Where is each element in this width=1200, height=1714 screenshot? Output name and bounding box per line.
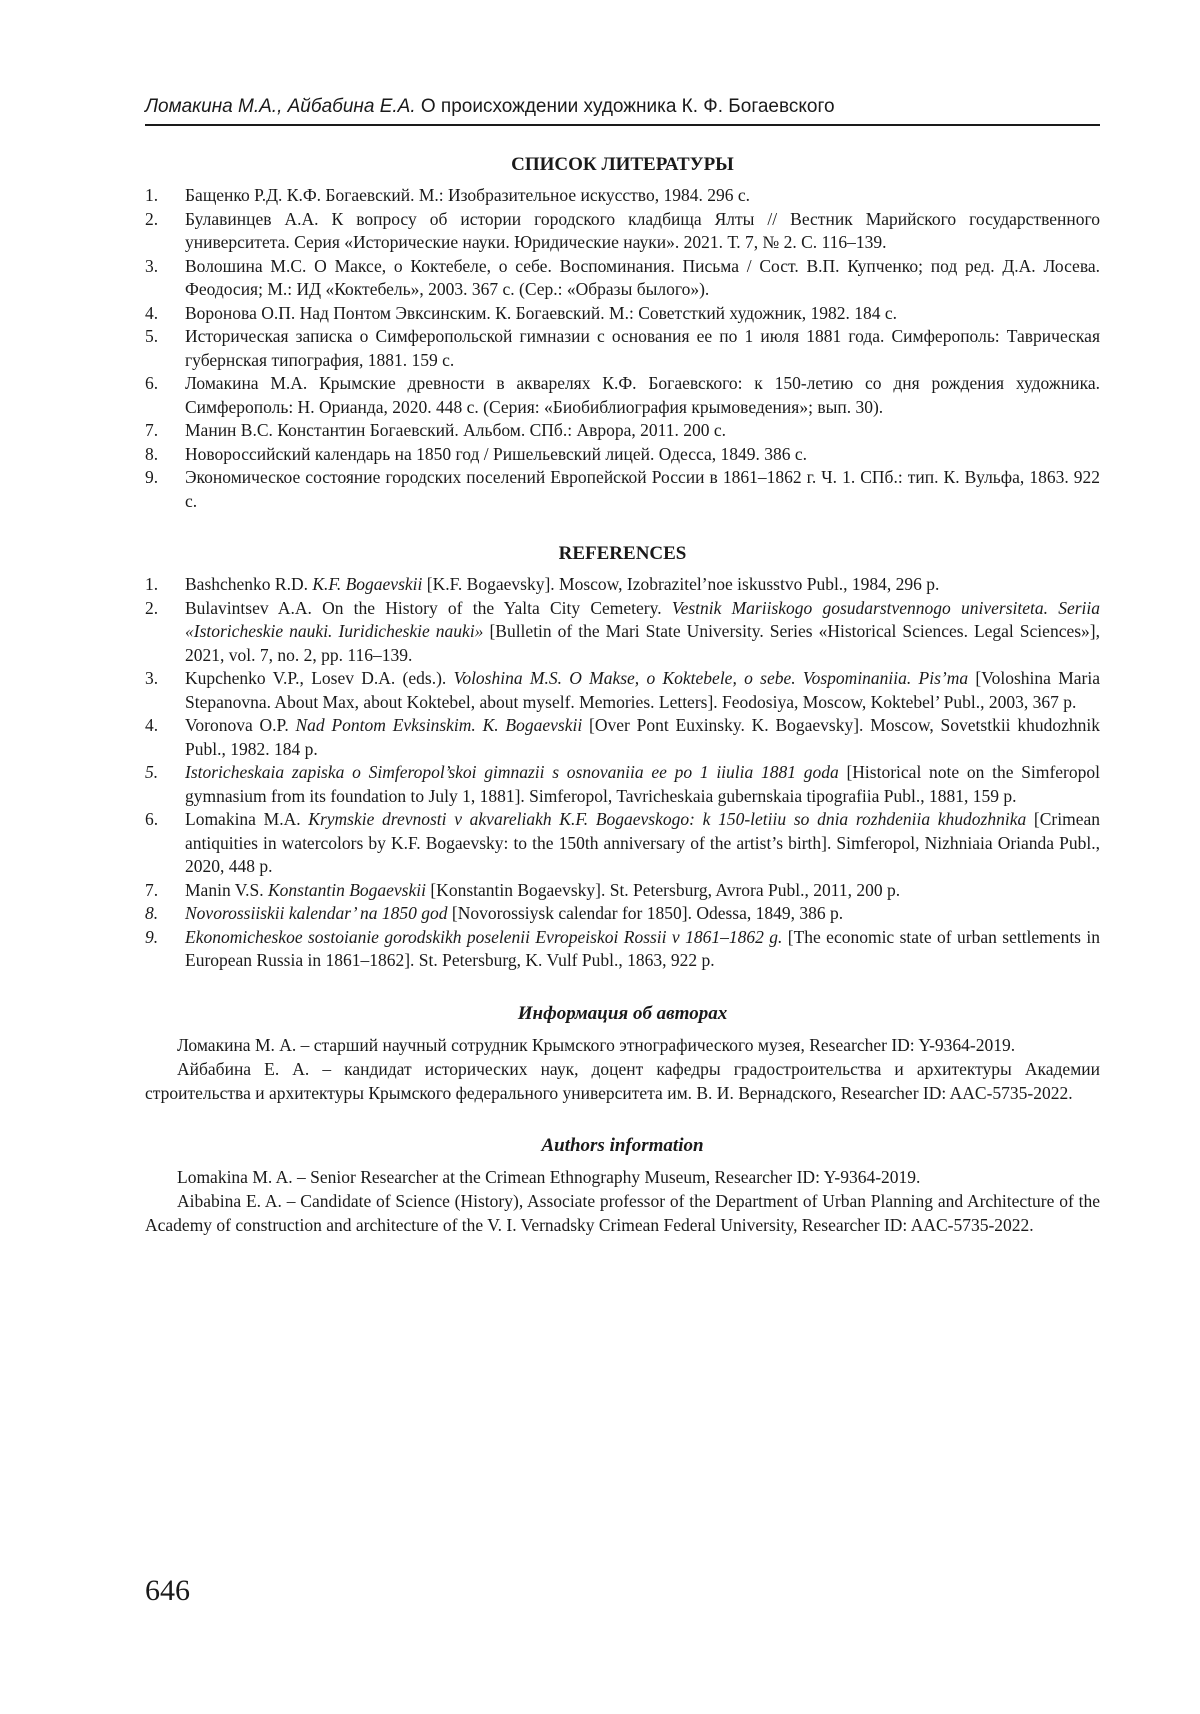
author-en-paragraph: Aibabina E. A. – Candidate of Science (History), Associate professor of the Department of Urban Planning and Architecture of the Academy of construction and architecture of the V. I. Vernadsky Crimean Federal University, Researcher ID: AAC-5735-2022. [145,1190,1100,1235]
literature-list [145,184,1100,513]
header-authors: Ломакина М.А., Айбабина Е.А. [145,96,416,117]
reference-item: 5. Istoricheskaia zapiska o Simferopol’skoi gimnazii s osnovaniia ee po 1 iiulia 1881 goda [Historical note on the Simferopol gymnasium from its foundation to July 1, 1881]. Simferopol, Tavricheskaia gubernskaia tipografiia Publ., 1881, 159 p. [145,762,1100,806]
reference-item: 2. Bulavintsev A.A. On the History of the Yalta City Cemetery. Vestnik Mariiskogo gosudarstvennogo universiteta. Seriia «Istoricheskie nauki. Iuridicheskie nauki» [Bulletin of the Mari State University. Series «Historical Sciences. Legal Sciences»], 2021, vol. 7, no. 2, pp. 116–139. [145,597,1101,665]
reference-item: 9. Ekonomicheskoe sostoianie gorodskikh poselenii Evropeiskoi Rossii v 1861–1862 g. [The economic state of urban settlements in European Russia in 1861–1862]. St. Petersburg, K. Vulf Publ., 1863, 922 p. [145,926,1100,970]
references-title: REFERENCES [558,543,687,564]
author-ru-paragraph: Ломакина М. А. – старший научный сотрудник Крымского этнографического музея, Researcher ID: Y-9364-2019. [177,1034,1016,1055]
literature-item: 7. Манин В.С. Константин Богаевский. Альбом. СПб.: Аврора, 2011. 200 с. [145,420,726,440]
literature-item: 1. Бащенко Р.Д. К.Ф. Богаевский. М.: Изобразительное искусство, 1984. 296 с. [145,185,750,205]
literature-title: СПИСОК ЛИТЕРАТУРЫ [511,154,734,175]
reference-item: 8. Novorossiiskii kalendar’ na 1850 god [Novorossiysk calendar for 1850]. Odessa, 1849, 386 p. [145,903,844,923]
reference-item: 6. Lomakina M.A. Krymskie drevnosti v akvareliakh K.F. Bogaevskogo: k 150-letiiu so dnia rozhdeniia khudozhnika [Crimean antiquities in watercolors by K.F. Bogaevsky: to the 150th anniversary of the artist’s birth]. Simferopol, Nizhniaia Orianda Publ., 2020, 448 p. [145,809,1100,876]
author-en-paragraph: Lomakina M. A. – Senior Researcher at the Crimean Ethnography Museum, Researcher ID: Y-9364-2019. [177,1166,921,1187]
literature-item: 4. Воронова О.П. Над Понтом Эвксинским. К. Богаевский. М.: Советсткий художник, 1982. 184 с. [145,302,897,323]
literature-item: 8. Новороссийский календарь на 1850 год / Ришельевский лицей. Одесса, 1849. 386 с. [145,443,808,464]
page-number: 646 [145,1574,190,1607]
literature-item: 3. Волошина М.С. О Максе, о Коктебеле, о себе. Воспоминания. Письма / Сост. В.П. Купченко; под ред. Д.А. Лосева. Феодосия; М.: ИД «Коктебель», 2003. 367 с. (Сер.: «Образы былого»). [145,255,1100,299]
literature-item: 5. Историческая записка о Симферопольской гимназии с основания ее по 1 июля 1881 года. Симферополь: Таврическая губернская типография, 1881. 159 с. [145,326,1100,370]
authors-en-title: Authors information [541,1134,704,1156]
author-ru-paragraph: Айбабина Е. А. – кандидат исторических наук, доцент кафедры градостроительства и архитектуры Академии строительства и архитектуры Крымского федерального университета им. В. И. Вернадского, Researcher ID: AAC-5735-2022. [145,1058,1100,1103]
authors-ru-title: Информация об авторах [517,1002,728,1024]
reference-item: 1. Bashchenko R.D. K.F. Bogaevskii [K.F. Bogaevsky]. Moscow, Izobrazitel’noe iskusstvo Publ., 1984, 296 p. [145,574,940,594]
literature-item: 9. Экономическое состояние городских поселений Европейской России в 1861–1862 г. Ч. 1. СПб.: тип. К. Вульфа, 1863. 922 с. [145,467,1100,511]
header-title: О происхождении художника К. Ф. Богаевского [415,96,835,117]
literature-item: 2. Булавинцев А.А. К вопросу об истории городского кладбища Ялты // Вестник Марийского государственного университета. Серия «Исторические науки. Юридические науки». 2021. Т. 7, № 2. С. 116–139. [145,208,1100,252]
running-header [145,96,1100,126]
reference-item: 3. Kupchenko V.P., Losev D.A. (eds.). Voloshina M.S. O Makse, o Koktebele, o sebe. Vospominaniia. Pis’ma [Voloshina Maria Stepanovna. About Max, about Koktebel, about myself. Memories. Letters]. Feodosiya, Moscow, Koktebel’ Publ., 2003, 367 p. [145,668,1100,712]
reference-item: 4. Voronova O.P. Nad Pontom Evksinskim. K. Bogaevskii [Over Pont Euxinsky. K. Bogaevsky]. Moscow, Sovetstkii khudozhnik Publ., 1982. 184 p. [145,715,1100,759]
page-body [145,96,1100,1237]
references-list [145,573,1100,973]
reference-item: 7. Manin V.S. Konstantin Bogaevskii [Konstantin Bogaevsky]. St. Petersburg, Avrora Publ., 2011, 200 p. [145,879,901,900]
literature-item: 6. Ломакина М.А. Крымские древности в акварелях К.Ф. Богаевского: к 150-летию со дня рождения художника. Симферополь: Н. Орианда, 2020. 448 с. (Серия: «Биобиблиография крымоведения»; вып. 30). [145,373,1100,417]
